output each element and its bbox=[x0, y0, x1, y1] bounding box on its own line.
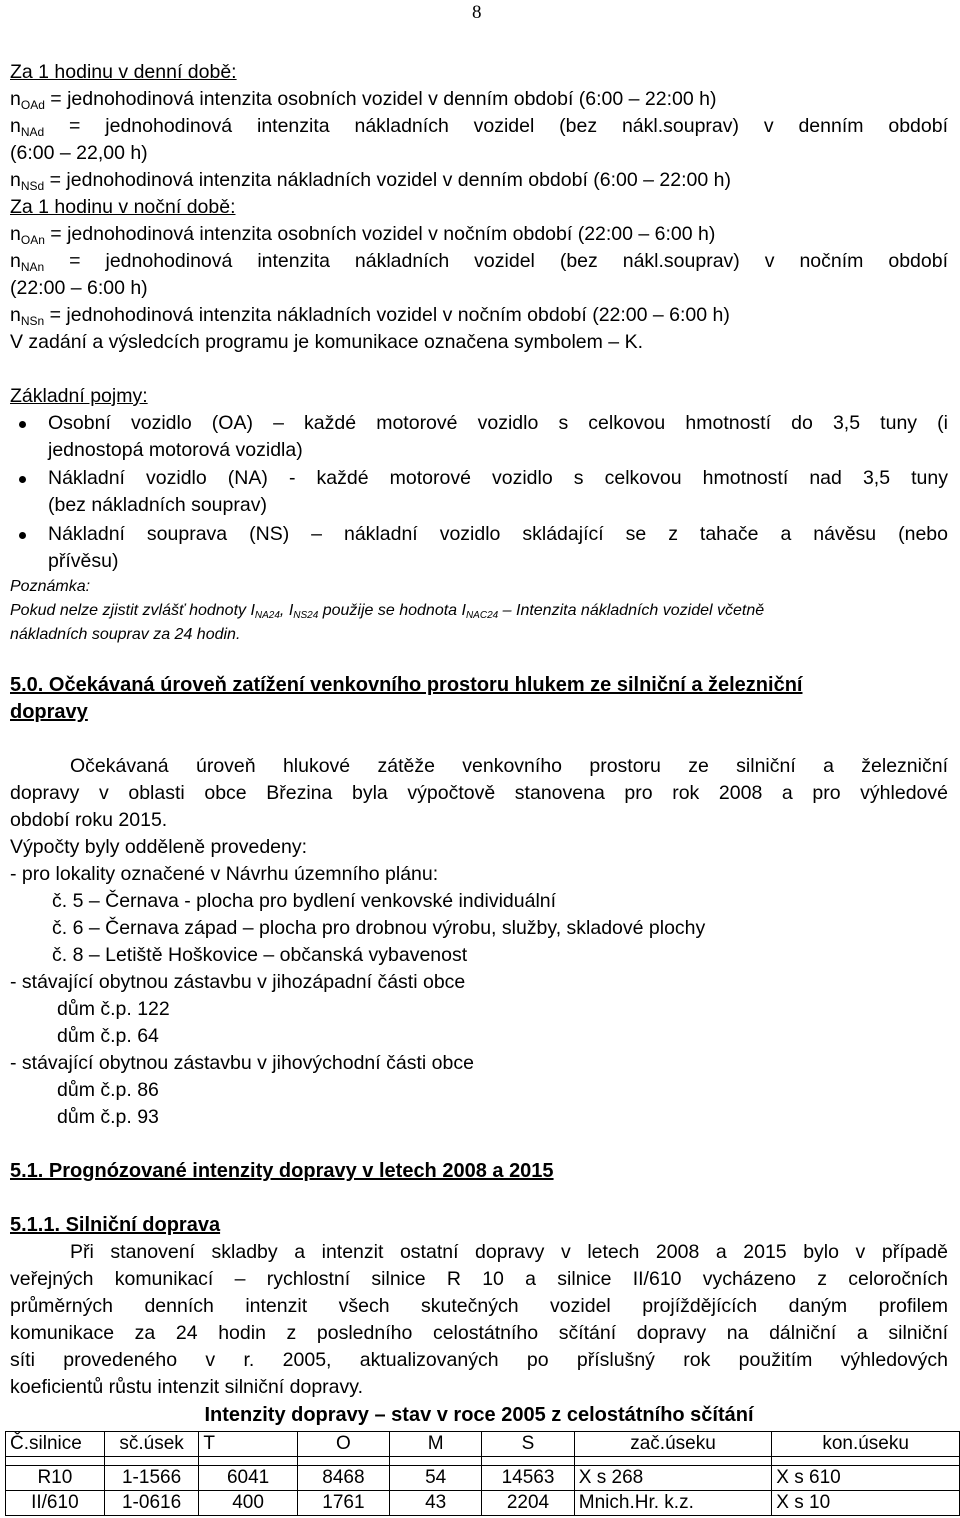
bullet-icon bbox=[19, 476, 26, 483]
def-nnad: $n_{NAd}$ = jednohodinová intenzita nákladních vozidel (bez nákl.souprav) v denním období bbox=[10, 115, 948, 139]
def-nnsn: $n_{NSn}$ = jednohodinová intenzita nákladních vozidel v nočním období (22:00 – 6:00 h) bbox=[10, 304, 730, 328]
note-line-2: nákladních souprav za 24 hodin. bbox=[10, 626, 241, 643]
basics-item-3-cont: přívěsu) bbox=[48, 550, 119, 572]
table-cell: 400 bbox=[199, 1491, 297, 1516]
table-cell: 43 bbox=[390, 1491, 482, 1516]
section-511-para-5: síti provedeného v r. 2005, aktualizovaných po příslušný rok použitím výhledových bbox=[10, 1349, 948, 1371]
col-header: kon.úseku bbox=[772, 1432, 960, 1457]
section-511-para-1: Při stanovení skladby a intenzit ostatní dopravy v letech 2008 a 2015 bylo v případě bbox=[70, 1241, 948, 1263]
table-header-row bbox=[6, 1432, 960, 1457]
table-cell: 1-0616 bbox=[104, 1491, 199, 1516]
basics-heading: Základní pojmy: bbox=[10, 385, 148, 407]
table-cell: 6041 bbox=[199, 1466, 297, 1491]
col-header: sč.úsek bbox=[104, 1432, 199, 1457]
list-item: č. 6 – Černava západ – plocha pro drobnou výrobu, služby, skladové plochy bbox=[52, 917, 706, 939]
list-item: - stávající obytnou zástavbu v jihovýchodní části obce bbox=[10, 1052, 474, 1074]
col-header: T bbox=[199, 1432, 297, 1457]
basics-item-1: Osobní vozidlo (OA) – každé motorové vozidlo s celkovou hmotností do 3,5 tuny (i bbox=[48, 412, 948, 434]
table-spacer bbox=[6, 1457, 960, 1466]
list-item: č. 8 – Letiště Hoškovice – občanská vybavenost bbox=[52, 944, 468, 966]
basics-item-2: Nákladní vozidlo (NA) - každé motorové vozidlo s celkovou hmotností nad 3,5 tuny bbox=[48, 467, 948, 489]
section-51-title: 5.1. Prognózované intenzity dopravy v letech 2008 a 2015 bbox=[10, 1160, 554, 1182]
list-item: - stávající obytnou zástavbu v jihozápadní části obce bbox=[10, 971, 466, 993]
col-header: O bbox=[297, 1432, 389, 1457]
section-511-title: 5.1.1. Silniční doprava bbox=[10, 1214, 221, 1236]
basics-item-1-cont: jednostopá motorová vozidla) bbox=[48, 439, 303, 461]
col-header: M bbox=[390, 1432, 482, 1457]
def-nnsd: $n_{NSd}$ = jednohodinová intenzita nákladních vozidel v denním období (6:00 – 22:00 h) bbox=[10, 169, 731, 193]
table-row bbox=[6, 1491, 960, 1516]
section-511-para-3: průměrných denních intenzit všech skutečných vozidel projíždějících daným profilem bbox=[10, 1295, 948, 1317]
bullet-icon bbox=[19, 421, 26, 428]
def-noad: $n_{OAd}$ = jednohodinová intenzita osobních vozidel v denním období (6:00 – 22:00 h) bbox=[10, 88, 717, 112]
table-row bbox=[6, 1466, 960, 1491]
table-title: Intenzity dopravy – stav v roce 2005 z celostátního sčítání bbox=[204, 1404, 754, 1426]
list-item: dům č.p. 64 bbox=[57, 1025, 159, 1047]
list-item: dům č.p. 122 bbox=[57, 998, 170, 1020]
traffic-table bbox=[5, 1431, 960, 1516]
list-item: dům č.p. 93 bbox=[57, 1106, 159, 1128]
table-cell: 8468 bbox=[297, 1466, 389, 1491]
col-header: Č.silnice bbox=[6, 1432, 105, 1457]
table-cell: Mnich.Hr. k.z. bbox=[574, 1491, 772, 1516]
list-item: č. 5 – Černava - plocha pro bydlení venkovské individuální bbox=[52, 890, 557, 912]
section-511-para-2: veřejných komunikací – rychlostní silnice R 10 a silnice II/610 vycházeno z celoročních bbox=[10, 1268, 948, 1290]
table-cell: X s 610 bbox=[772, 1466, 960, 1491]
def-noan: $n_{OAn}$ = jednohodinová intenzita osobních vozidel v nočním období (22:00 – 6:00 h) bbox=[10, 223, 716, 247]
list-item: dům č.p. 86 bbox=[57, 1079, 159, 1101]
table-cell: 54 bbox=[390, 1466, 482, 1491]
section-5-para-1: Očekávaná úroveň hlukové zátěže venkovního prostoru ze silniční a železniční bbox=[70, 755, 948, 777]
def-nnad-cont: (6:00 – 22,00 h) bbox=[10, 142, 148, 164]
section-5-para-3: období roku 2015. bbox=[10, 809, 168, 831]
basics-item-2-cont: (bez nákladních souprav) bbox=[48, 494, 267, 516]
list-item: - pro lokality označené v Návrhu územního plánu: bbox=[10, 863, 439, 885]
section-5-title: 5.0. Očekávaná úroveň zatížení venkovního prostoru hlukem ze silniční a železniční bbox=[10, 674, 803, 696]
note-line-1: Pokud nelze zjistit zvlášť hodnoty INA24, INS24 použije se hodnota INAC24 – Intenzita nákladních vozidel včetně bbox=[10, 602, 765, 621]
table-cell: X s 268 bbox=[574, 1466, 772, 1491]
def-nnan-cont: (22:00 – 6:00 h) bbox=[10, 277, 148, 299]
table-cell: 1761 bbox=[297, 1491, 389, 1516]
section-5-para-4: Výpočty byly odděleně provedeny: bbox=[10, 836, 308, 858]
table-cell: 2204 bbox=[482, 1491, 575, 1516]
page-number: 8 bbox=[472, 2, 482, 23]
table-cell: X s 10 bbox=[772, 1491, 960, 1516]
section-511-para-6: koeficientů růstu intenzit silniční dopravy. bbox=[10, 1376, 363, 1398]
table-cell: II/610 bbox=[6, 1491, 105, 1516]
table-cell: R10 bbox=[6, 1466, 105, 1491]
col-header: zač.úseku bbox=[574, 1432, 772, 1457]
col-header: S bbox=[482, 1432, 575, 1457]
day-heading: Za 1 hodinu v denní době: bbox=[10, 61, 237, 83]
section-511-para-4: komunikace za 24 hodin z posledního celostátního sčítání dopravy na dálniční a silniční bbox=[10, 1322, 948, 1344]
table-cell: 14563 bbox=[482, 1466, 575, 1491]
section-5-para-2: dopravy v oblasti obce Březina byla výpočtově stanovena pro rok 2008 a pro výhledové bbox=[10, 782, 948, 804]
bullet-icon bbox=[19, 532, 26, 539]
symbol-note: V zadání a výsledcích programu je komunikace označena symbolem – K. bbox=[10, 331, 643, 353]
note-label: Poznámka: bbox=[10, 578, 91, 595]
section-5-title-cont: dopravy bbox=[10, 701, 88, 723]
table-cell: 1-1566 bbox=[104, 1466, 199, 1491]
night-heading: Za 1 hodinu v noční době: bbox=[10, 196, 236, 218]
def-nnan: $n_{NAn}$ = jednohodinová intenzita nákladních vozidel (bez nákl.souprav) v nočním období bbox=[10, 250, 948, 274]
basics-item-3: Nákladní souprava (NS) – nákladní vozidlo skládající se z tahače a návěsu (nebo bbox=[48, 523, 948, 545]
